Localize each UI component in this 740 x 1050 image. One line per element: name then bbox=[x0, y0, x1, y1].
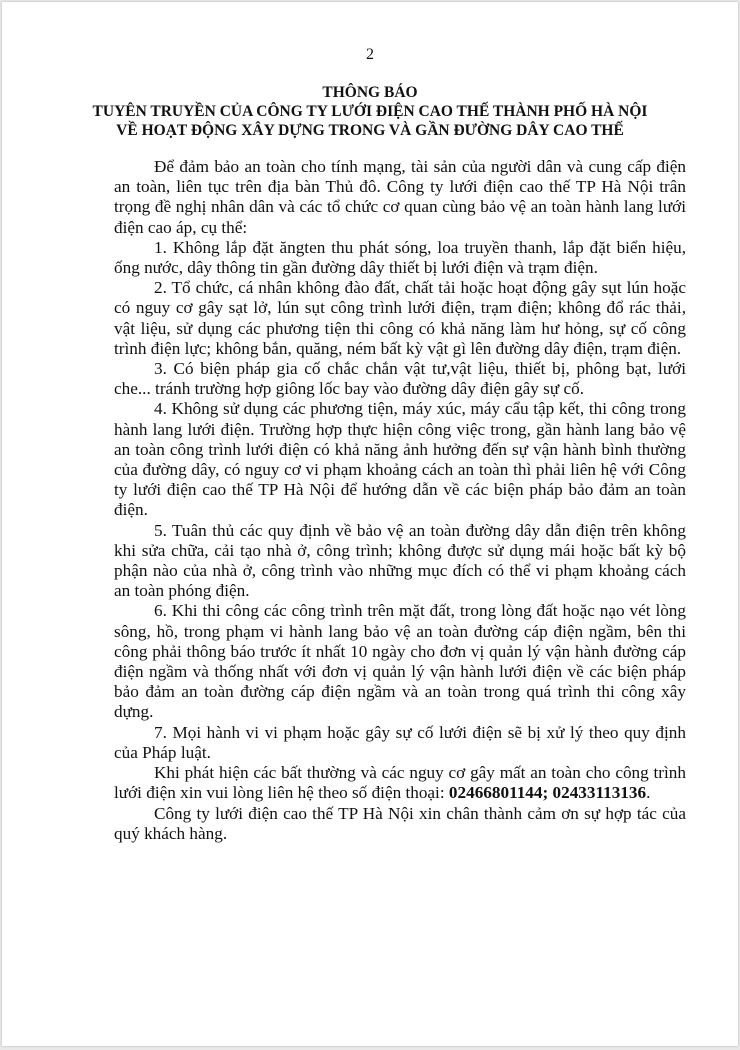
item-7-paragraph: 7. Mọi hành vi vi phạm hoặc gây sự cố lưới điện sẽ bị xử lý theo quy định của Pháp luật. bbox=[114, 722, 686, 762]
item-6-paragraph: 6. Khi thi công các công trình trên mặt đất, trong lòng đất hoặc nạo vét lòng sông, hồ, trong phạm vi hành lang bảo vệ an toàn đường cáp điện ngầm, bên thi công phải thông báo trước ít nhất 10 ngày cho đơn vị quản lý vận hành đường cáp điện ngầm và thống nhất với đơn vị quản lý vận hành lưới điện về các biện pháp bảo đảm an toàn đường cáp điện ngầm và an toàn trong quá trình thi công xây dựng. bbox=[114, 601, 686, 722]
page-number: 2 bbox=[366, 46, 374, 63]
closing-paragraph: Công ty lưới điện cao thế TP Hà Nội xin chân thành cảm ơn sự hợp tác của quý khách hàng. bbox=[114, 803, 686, 843]
item-1-paragraph: 1. Không lắp đặt ăngten thu phát sóng, loa truyền thanh, lắp đặt biển hiệu, ống nước, dây thông tin gần đường dây thiết bị lưới điện và trạm điện. bbox=[114, 237, 686, 278]
contact-paragraph bbox=[114, 763, 686, 803]
contact-phone-numbers: 02466801144; 02433113136 bbox=[448, 783, 647, 803]
item-3-paragraph: 3. Có biện pháp gia cố chắc chắn vật tư,vật liệu, thiết bị, phông bạt, lưới che... tránh trường hợp giông lốc bay vào đường dây điện gây sự cố. bbox=[114, 359, 686, 399]
item-2-paragraph: 2. Tổ chức, cá nhân không đào đất, chất tải hoặc hoạt động gây sụt lún hoặc có nguy cơ gây sạt lở, lún sụt công trình lưới điện, trạm điện; không đổ rác thải, vật liệu, sử dụng các phương tiện thi công có khả năng làm hư hỏng, sự cố công trình điện lực; không bắn, quăng, ném bất kỳ vật gì lên đường dây điện, trạm điện. bbox=[114, 278, 686, 358]
document-header bbox=[62, 83, 678, 140]
contact-text: Khi phát hiện các bất thường và các nguy cơ gây mất an toàn cho công trình lưới điện xin vui lòng liên hệ theo số điện thoại: bbox=[114, 763, 686, 803]
document-page bbox=[2, 2, 738, 1046]
document-body bbox=[114, 157, 686, 844]
intro-paragraph: Để đảm bảo an toàn cho tính mạng, tài sản của người dân và cung cấp điện an toàn, liên tục trên địa bàn Thủ đô. Công ty lưới điện cao thế TP Hà Nội trân trọng đề nghị nhân dân và các tổ chức cơ quan cùng bảo vệ an toàn hành lang lưới điện cao áp, cụ thể: bbox=[114, 157, 686, 237]
item-5-paragraph: 5. Tuân thủ các quy định về bảo vệ an toàn đường dây dẫn điện trên không khi sửa chữa, cải tạo nhà ở, công trình; không được sử dụng mái hoặc bất kỳ bộ phận nào của nhà ở, công trình vào những mục đích có thể vi phạm khoảng cách an toàn phóng điện. bbox=[114, 520, 686, 601]
document-title: THÔNG BÁO bbox=[322, 84, 418, 101]
document-subtitle-line-1: TUYÊN TRUYỀN CỦA CÔNG TY LƯỚI ĐIỆN CAO THẾ THÀNH PHỐ HÀ NỘI bbox=[92, 103, 648, 120]
document-subtitle-line-2: VỀ HOẠT ĐỘNG XÂY DỰNG TRONG VÀ GẦN ĐƯỜNG DÂY CAO THẾ bbox=[116, 122, 624, 139]
contact-period: . bbox=[646, 783, 651, 803]
item-4-paragraph: 4. Không sử dụng các phương tiện, máy xúc, máy cẩu tập kết, thi công trong hành lang lưới điện. Trường hợp thực hiện công việc trong, gần hành lang bảo vệ an toàn công trình lưới điện có khả năng ảnh hưởng đến sự vận hành bình thường của đường dây, có nguy cơ vi phạm khoảng cách an toàn thì phải liên hệ với Công ty lưới điện cao thế TP Hà Nội để hướng dẫn về các biện pháp bảo đảm an toàn điện. bbox=[114, 399, 686, 520]
